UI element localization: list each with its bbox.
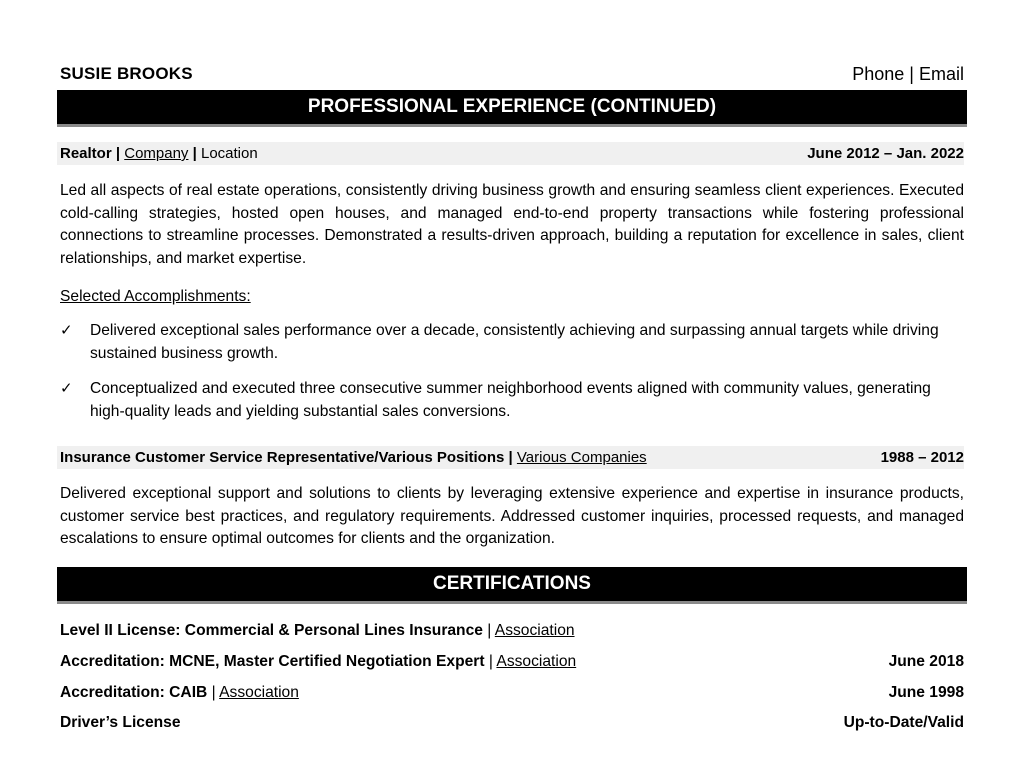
- checkmark-icon: ✓: [60, 322, 73, 339]
- separator: |: [111, 145, 125, 162]
- job-title: Realtor: [60, 145, 112, 162]
- certification-line: [60, 653, 576, 671]
- certification-line: [60, 684, 299, 702]
- certification-row: [60, 712, 964, 734]
- job-description: Led all aspects of real estate operations, consistently driving business growth and ensuring seamless client experiences. Executed cold-calling strategies, hosted open houses, and managed end-to-end property transactions while fostering professional connections to streamline processes. Demonstrated a results-driven approach, building a reputation for excellence in sales, client relationships, and market expertise.: [60, 182, 964, 268]
- certification-date: June 1998: [888, 684, 964, 701]
- certification-name: Driver’s License: [60, 714, 181, 731]
- separator: |: [188, 145, 201, 162]
- accomplishment-item: [60, 377, 964, 423]
- section-header-certifications: [57, 567, 967, 604]
- job-header-insurance: [57, 446, 964, 469]
- certification-name: Level II License: Commercial & Personal Lines Insurance: [60, 622, 483, 639]
- resume-header: [60, 60, 964, 88]
- job-location: Location: [200, 145, 258, 162]
- job-description: Delivered exceptional support and solutions to clients by leveraging extensive experience and expertise in insurance products, customer service best practices, and regulatory requirements. Addressed customer inquiries, processed requests, and managed escalations to ensure optimal outcomes for clients and the organization.: [60, 485, 964, 548]
- separator: |: [207, 684, 220, 701]
- job-title-line: [60, 145, 258, 162]
- certification-row: [60, 651, 964, 673]
- job-title: Insurance Customer Service Representative/Various Positions: [60, 449, 505, 466]
- certification-date: June 2018: [888, 653, 964, 670]
- accomplishment-item: [60, 319, 964, 365]
- separator: |: [482, 622, 495, 639]
- section-header-experience: [57, 90, 967, 127]
- association-link[interactable]: Association: [496, 653, 577, 670]
- certification-line: [60, 622, 575, 640]
- association-link[interactable]: Association: [494, 622, 575, 639]
- company-link[interactable]: Company: [124, 145, 189, 162]
- certification-name: Accreditation: CAIB: [60, 684, 208, 701]
- certification-row: [60, 682, 964, 704]
- accomplishments-label: Selected Accomplishments:: [60, 288, 251, 305]
- association-link[interactable]: Association: [219, 684, 299, 701]
- separator: |: [504, 449, 517, 466]
- certification-row: [60, 620, 964, 642]
- section-title: PROFESSIONAL EXPERIENCE (CONTINUED): [307, 96, 717, 117]
- section-title: CERTIFICATIONS: [433, 573, 591, 594]
- accomplishment-text: Delivered exceptional sales performance over a decade, consistently achieving and surpassing annual targets while driving sustained business growth.: [90, 322, 939, 362]
- checkmark-icon: ✓: [60, 380, 73, 397]
- job-dates: June 2012 – Jan. 2022: [807, 145, 964, 162]
- contact-info: Phone | Email: [852, 63, 964, 84]
- separator: |: [484, 653, 497, 670]
- accomplishment-text: Conceptualized and executed three consecutive summer neighborhood events aligned with community values, generating high-quality leads and yielding substantial sales conversions.: [90, 380, 931, 420]
- job-header-realtor: [57, 142, 964, 165]
- certification-name: Accreditation: MCNE, Master Certified Negotiation Expert: [60, 653, 485, 670]
- company-link[interactable]: Various Companies: [516, 449, 647, 466]
- job-title-line: [60, 449, 647, 466]
- candidate-name: SUSIE BROOKS: [60, 64, 193, 83]
- certification-date: Up-to-Date/Valid: [843, 714, 964, 731]
- job-dates: 1988 – 2012: [880, 449, 964, 466]
- certification-line: [60, 714, 181, 732]
